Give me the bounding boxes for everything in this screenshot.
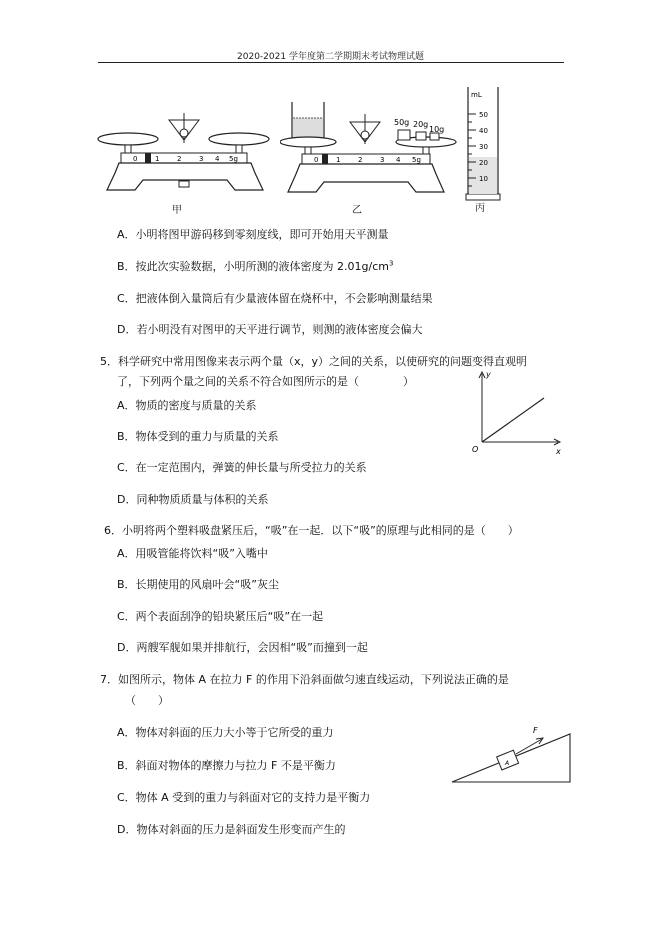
scale-label-5: 5g <box>229 155 238 163</box>
q4-option-d: D．若小明没有对图甲的天平进行调节，则测的液体密度会偏大 <box>117 323 423 336</box>
figure-caption-jia: 甲 <box>172 205 182 216</box>
q6-stem: 6．小明将两个塑料吸盘紧压后，“吸”在一起．以下“吸”的原理与此相同的是（ ） <box>104 524 519 537</box>
scale-label-3: 3 <box>380 156 385 164</box>
weight-20g: 20g <box>413 120 429 129</box>
q5-option-d: D．同种物质质量与体积的关系 <box>117 493 269 506</box>
scale-label-1: 1 <box>336 156 341 164</box>
proportional-line <box>482 398 544 442</box>
page-header: 2020-2021 学年度第二学期期末考试物理试题 <box>237 52 424 62</box>
q7-option-d: D．物体对斜面的压力是斜面发生形变而产生的 <box>117 823 346 836</box>
tick-30: 30 <box>479 143 488 151</box>
q5-stem-line1: 5．科学研究中常用图像来表示两个量（x，y）之间的关系，以使研究的问题变得直观明 <box>100 355 528 368</box>
q7-option-c: C．物体 A 受到的重力与斜面对它的支持力是平衡力 <box>117 791 371 804</box>
q7-option-b: B．斜面对物体的摩擦力与拉力 F 不是平衡力 <box>117 759 336 772</box>
weight-50g: 50g <box>394 118 410 127</box>
force-label: F <box>533 726 538 735</box>
scale-label-3: 3 <box>199 155 204 163</box>
q5-stem-line2: 了，下列两个量之间的关系不符合如图所示的是（ ） <box>117 375 414 388</box>
scale-label-0: 0 <box>314 156 319 164</box>
q4-option-c: C．把液体倒入量筒后有少量液体留在烧杯中，不会影响测量结果 <box>117 292 433 305</box>
scale-label-2: 2 <box>358 156 363 164</box>
balance-figure-yi <box>280 92 465 212</box>
block-label: A <box>505 760 510 767</box>
q6-option-b: B．长期使用的风扇叶会“吸”灰尘 <box>117 578 279 591</box>
q4-option-b-text: B．按此次实验数据，小明所测的液体密度为 2.01g/cm <box>117 260 389 273</box>
q6-option-a: A．用吸管能将饮料“吸”入嘴中 <box>117 547 268 560</box>
weight-10g: 10g <box>429 125 445 134</box>
graph-origin-label: O <box>472 445 479 454</box>
scale-label-5: 5g <box>412 156 421 164</box>
tick-50: 50 <box>479 111 488 119</box>
q4-option-a: A．小明将图甲游码移到零刻度线，即可开始用天平测量 <box>117 228 389 241</box>
q6-option-c: C．两个表面刮净的铅块紧压后“吸”在一起 <box>117 610 324 623</box>
scale-label-4: 4 <box>215 155 220 163</box>
q5-option-b: B．物体受到的重力与质量的关系 <box>117 430 279 443</box>
liquid-in-beaker <box>293 118 323 138</box>
tick-40: 40 <box>479 127 488 135</box>
header-rule <box>98 62 564 63</box>
q7-stem-line2: （ ） <box>125 694 169 707</box>
cylinder-unit: mL <box>471 91 482 99</box>
graph-x-label: x <box>556 447 561 456</box>
figure-caption-yi: 乙 <box>352 205 362 216</box>
balance-figure-jia <box>95 95 275 215</box>
q4-option-b-sup: 3 <box>389 259 394 268</box>
tick-20: 20 <box>479 159 488 167</box>
scale-label-0: 0 <box>133 155 138 163</box>
graduated-cylinder-bing <box>462 82 507 207</box>
q5-option-c: C．在一定范围内，弹簧的伸长量与所受拉力的关系 <box>117 461 367 474</box>
tick-10: 10 <box>479 175 488 183</box>
scale-label-4: 4 <box>396 156 401 164</box>
incline-figure <box>450 718 575 788</box>
graph-y-label: y <box>486 370 491 379</box>
q5-option-a: A．物质的密度与质量的关系 <box>117 399 257 412</box>
scale-label-1: 1 <box>155 155 160 163</box>
figure-caption-bing: 丙 <box>475 203 485 214</box>
scale-label-2: 2 <box>177 155 182 163</box>
q7-option-a: A．物体对斜面的压力大小等于它所受的重力 <box>117 726 334 739</box>
q7-stem-line1: 7．如图所示，物体 A 在拉力 F 的作用下沿斜面做匀速直线运动，下列说法正确的是 <box>100 673 509 686</box>
q4-option-b <box>117 258 393 274</box>
q6-option-d: D．两艘军舰如果并排航行，会因相“吸”而撞到一起 <box>117 641 368 654</box>
xy-proportional-graph <box>468 368 568 460</box>
